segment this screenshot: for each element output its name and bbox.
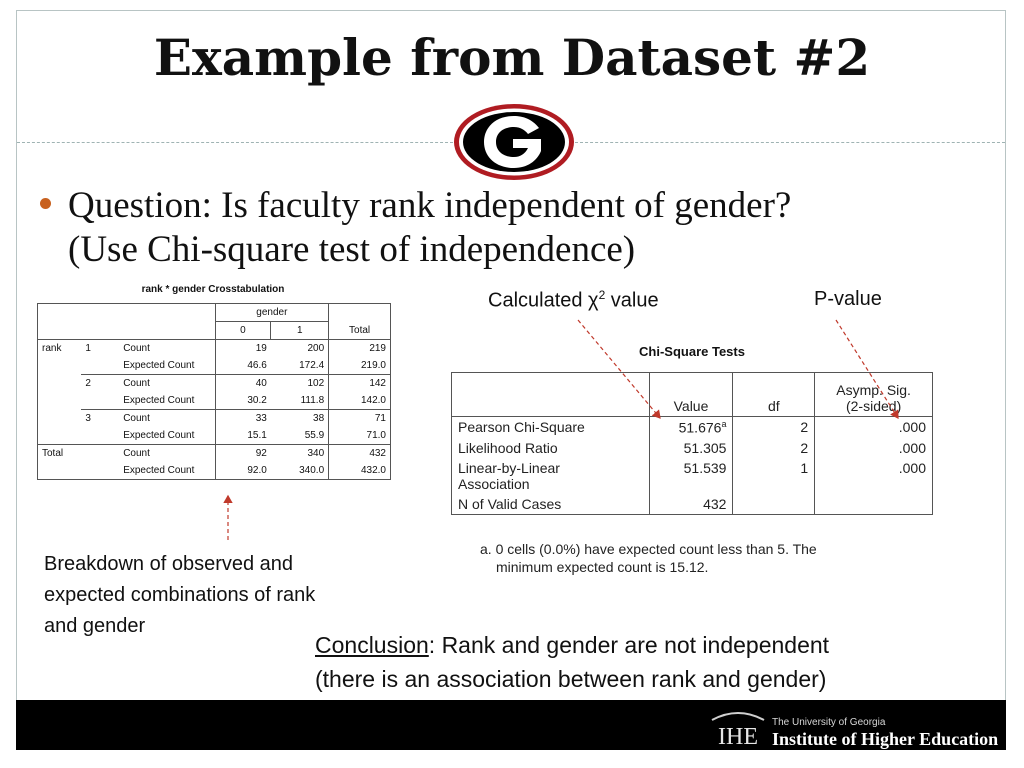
conclusion-text: Conclusion: Rank and gender are not independent (there is an association between rank and gender) bbox=[315, 632, 830, 692]
ihe-logo-text: IHE bbox=[718, 724, 758, 748]
table-row: Pearson Chi-Square 51.676$^a$ 2 .000 bbox=[452, 417, 933, 438]
table-row: Linear-by-Linear Association 51.539 1 .000 bbox=[452, 458, 933, 494]
p-value-label: P-value bbox=[814, 288, 882, 310]
crosstab-col-total: Total bbox=[329, 322, 391, 340]
breakdown-label: Breakdown of observed and expected combinations of rank and gender bbox=[44, 553, 316, 637]
question-line-1: Question: Is faculty rank independent of gender? bbox=[68, 185, 792, 226]
table-row: Expected Count 30.2 111.8 142.0 bbox=[38, 392, 391, 410]
crosstab-col-1: 1 bbox=[271, 322, 329, 340]
table-row: rank 1 Count 19 200 219 bbox=[38, 340, 391, 358]
footer-institute: Institute of Higher Education bbox=[772, 729, 999, 749]
table-row: Total Count 92 340 432 bbox=[38, 445, 391, 463]
slide-title: Example from Dataset #2 bbox=[153, 28, 871, 87]
chi-header-sig: Asymp. Sig. (2-sided) bbox=[815, 373, 933, 417]
table-row: 2 Count 40 102 142 bbox=[38, 375, 391, 393]
crosstab-row-var: rank bbox=[38, 340, 82, 358]
crosstab-col-0: 0 bbox=[215, 322, 271, 340]
arrow-to-chi-value bbox=[578, 320, 660, 418]
chi-square-title: Chi-Square Tests bbox=[639, 344, 745, 359]
table-row: Likelihood Ratio 51.305 2 .000 bbox=[452, 438, 933, 458]
table-row: Expected Count 92.0 340.0 432.0 bbox=[38, 462, 391, 480]
table-row: Expected Count 46.6 172.4 219.0 bbox=[38, 357, 391, 375]
table-row: N of Valid Cases 432 bbox=[452, 494, 933, 515]
question-line-2: (Use Chi-square test of independence) bbox=[68, 229, 636, 270]
table-row: 3 Count 33 38 71 bbox=[38, 410, 391, 428]
crosstab-title: rank * gender Crosstabulation bbox=[141, 284, 285, 295]
table-row: Expected Count 15.1 55.9 71.0 bbox=[38, 427, 391, 445]
chi-header-df: df bbox=[733, 373, 815, 417]
arrow-to-p-value bbox=[836, 320, 898, 418]
chi-square-footnote: a. 0 cells (0.0%) have expected count less than 5. The minimum expected count is 15.12. bbox=[480, 541, 817, 575]
chi-header-value: Value bbox=[649, 373, 733, 417]
conclusion-label: Conclusion bbox=[315, 632, 429, 658]
crosstab-group-header: gender bbox=[215, 304, 329, 322]
footer-university: The University of Georgia bbox=[772, 717, 886, 728]
calculated-chi-label: Calculated $\chi^2$ value bbox=[488, 288, 659, 312]
ihe-logo bbox=[706, 706, 770, 748]
